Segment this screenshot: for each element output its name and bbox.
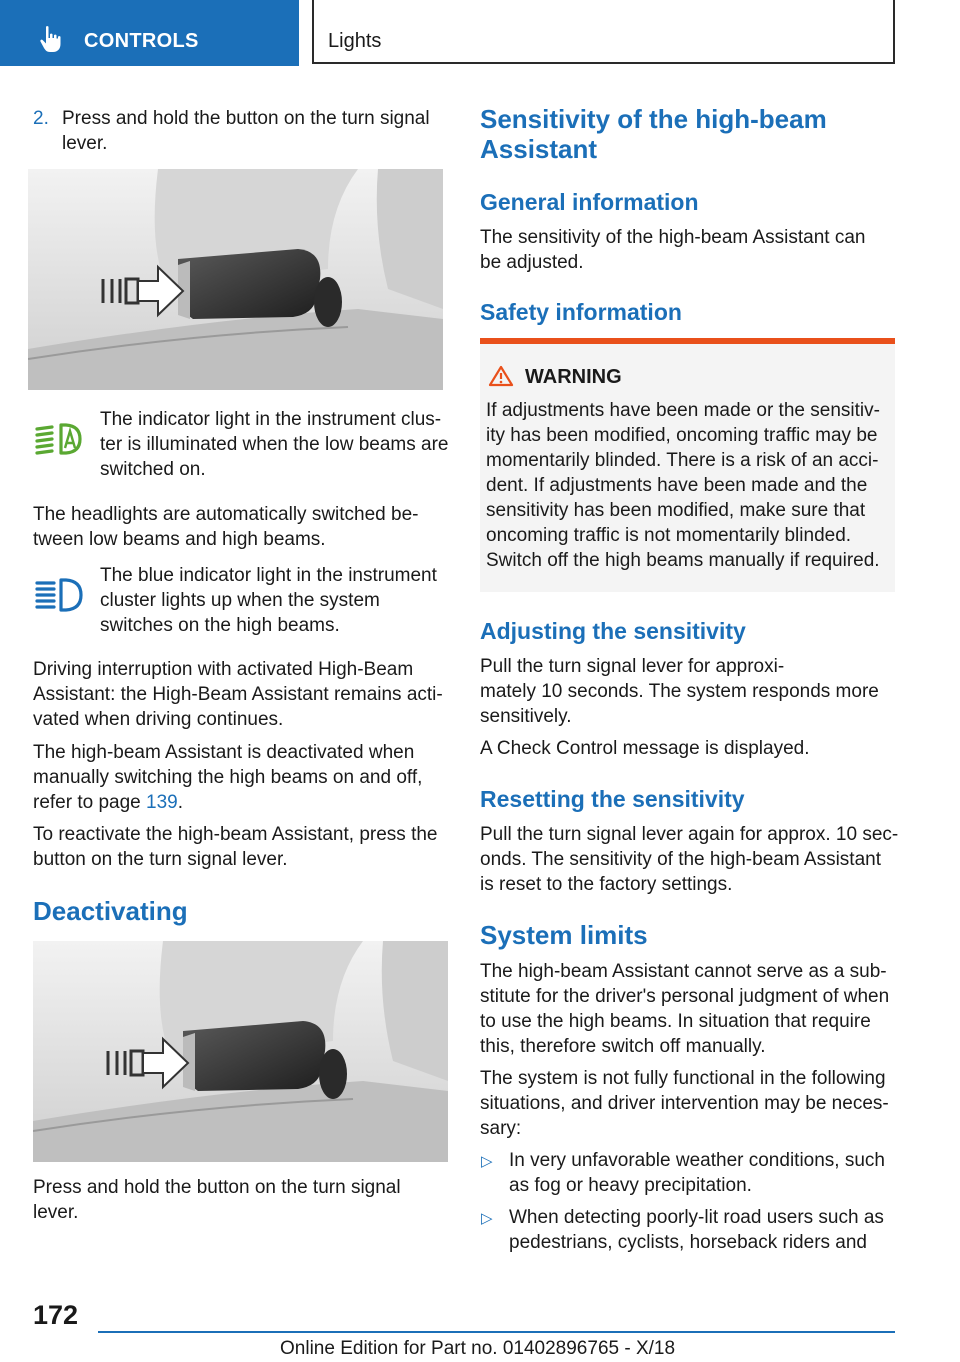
warning-triangle-icon	[488, 365, 514, 387]
heading-general-information: General information	[480, 189, 699, 215]
paragraph-line: The high-beam Assistant cannot serve as a sub‐	[480, 961, 887, 982]
warning-text-line: dent. If adjustments have been made and the	[486, 475, 868, 496]
hand-pointer-icon	[38, 25, 64, 53]
paragraph-line: sary:	[480, 1118, 522, 1139]
page-ref-suffix: .	[177, 792, 184, 813]
warning-text-line: ity has been modified, oncoming traffic may be	[486, 425, 878, 446]
indicator-text-line: The indicator light in the instrument clus‐	[100, 409, 442, 430]
paragraph-line: Driving interruption with activated High-Beam	[33, 659, 414, 680]
low-beam-indicator-icon	[34, 420, 84, 458]
paragraph-line: onds. The sensitivity of the high-beam Assistant	[480, 849, 881, 870]
warning-text-line: If adjustments have been made or the sensitiv‐	[486, 400, 880, 421]
paragraph-line: is reset to the factory settings.	[480, 874, 733, 895]
footer-divider	[98, 1331, 895, 1333]
bullet-text-line: pedestrians, cyclists, horseback riders and	[509, 1232, 867, 1253]
warning-box	[480, 338, 895, 592]
indicator-text-line: cluster lights up when the system	[100, 590, 380, 611]
caption-line: Press and hold the button on the turn signal	[33, 1177, 401, 1198]
paragraph-line: tween low beams and high beams.	[33, 529, 326, 550]
paragraph-line: be adjusted.	[480, 252, 584, 273]
paragraph-line: to use the high beams. In situation that require	[480, 1011, 871, 1032]
step-text-line: lever.	[62, 133, 108, 154]
step-text-line: Press and hold the button on the turn signal	[62, 108, 430, 129]
paragraph-line: this, therefore switch off manually.	[480, 1036, 766, 1057]
paragraph-line: sensitively.	[480, 706, 572, 727]
warning-text-line: Switch off the high beams manually if required.	[486, 550, 880, 571]
caption-line: lever.	[33, 1202, 79, 1223]
paragraph-line: Pull the turn signal lever for approxi‐	[480, 656, 785, 677]
bullet-text-line: as fog or heavy precipitation.	[509, 1175, 752, 1196]
paragraph-line: The high-beam Assistant is deactivated when	[33, 742, 415, 763]
heading-resetting: Resetting the sensitivity	[480, 786, 745, 812]
turn-signal-lever-photo	[33, 941, 448, 1162]
heading-adjusting: Adjusting the sensitivity	[480, 618, 746, 644]
heading-sensitivity: Sensitivity of the high-beam	[480, 104, 827, 134]
paragraph-line: mately 10 seconds. The system responds more	[480, 681, 879, 702]
paragraph-line: The headlights are automatically switched be‐	[33, 504, 419, 525]
paragraph-line: stitute for the driver's personal judgment of when	[480, 986, 890, 1007]
paragraph-line: situations, and driver intervention may be neces‐	[480, 1093, 889, 1114]
bullet-arrow-icon: ▷	[481, 1153, 493, 1170]
paragraph-line: The sensitivity of the high-beam Assistant can	[480, 227, 866, 248]
step-number: 2.	[33, 108, 49, 129]
page-reference-link[interactable]: 139	[146, 792, 178, 813]
warning-text-line: sensitivity has been modified, make sure that	[486, 500, 866, 521]
chapter-label: Lights	[328, 30, 382, 52]
indicator-text-line: The blue indicator light in the instrument	[100, 565, 437, 586]
heading-deactivating: Deactivating	[33, 896, 188, 926]
high-beam-indicator-icon	[34, 576, 84, 614]
page-number: 172	[33, 1300, 79, 1330]
paragraph-line	[33, 790, 183, 815]
paragraph-line: Pull the turn signal lever again for approx. 10 sec‐	[480, 824, 899, 845]
bullet-text-line: When detecting poorly-lit road users such as	[509, 1207, 884, 1228]
heading-sensitivity: Assistant	[480, 134, 598, 164]
edition-text: Online Edition for Part no. 01402896765 - X/18	[280, 1338, 676, 1359]
paragraph-line: Assistant: the High-Beam Assistant remains acti‐	[33, 684, 443, 705]
turn-signal-lever-photo	[28, 169, 443, 390]
heading-safety-information: Safety information	[480, 299, 682, 325]
section-label: CONTROLS	[84, 30, 199, 52]
warning-bar	[480, 338, 895, 344]
paragraph-line: The system is not fully functional in the following	[480, 1068, 886, 1089]
indicator-text-line: switched on.	[100, 459, 206, 480]
warning-title: WARNING	[525, 366, 622, 388]
paragraph-line: vated when driving continues.	[33, 709, 284, 730]
paragraph-line: A Check Control message is displayed.	[480, 738, 810, 759]
warning-text-line: oncoming traffic is not momentarily blinded.	[486, 525, 852, 546]
chapter-tab[interactable]	[312, 0, 895, 64]
indicator-text-line: ter is illuminated when the low beams are	[100, 434, 449, 455]
warning-text-line: momentarily blinded. There is a risk of an acci‐	[486, 450, 879, 471]
paragraph-line: button on the turn signal lever.	[33, 849, 288, 870]
section-tab[interactable]	[0, 0, 299, 66]
paragraph-line: To reactivate the high-beam Assistant, press the	[33, 824, 438, 845]
bullet-text-line: In very unfavorable weather conditions, such	[509, 1150, 885, 1171]
page-ref-prefix: refer to page	[33, 792, 147, 813]
paragraph-line: manually switching the high beams on and off,	[33, 767, 423, 788]
indicator-text-line: switches on the high beams.	[100, 615, 340, 636]
heading-system-limits: System limits	[480, 920, 648, 950]
bullet-arrow-icon: ▷	[481, 1210, 493, 1227]
